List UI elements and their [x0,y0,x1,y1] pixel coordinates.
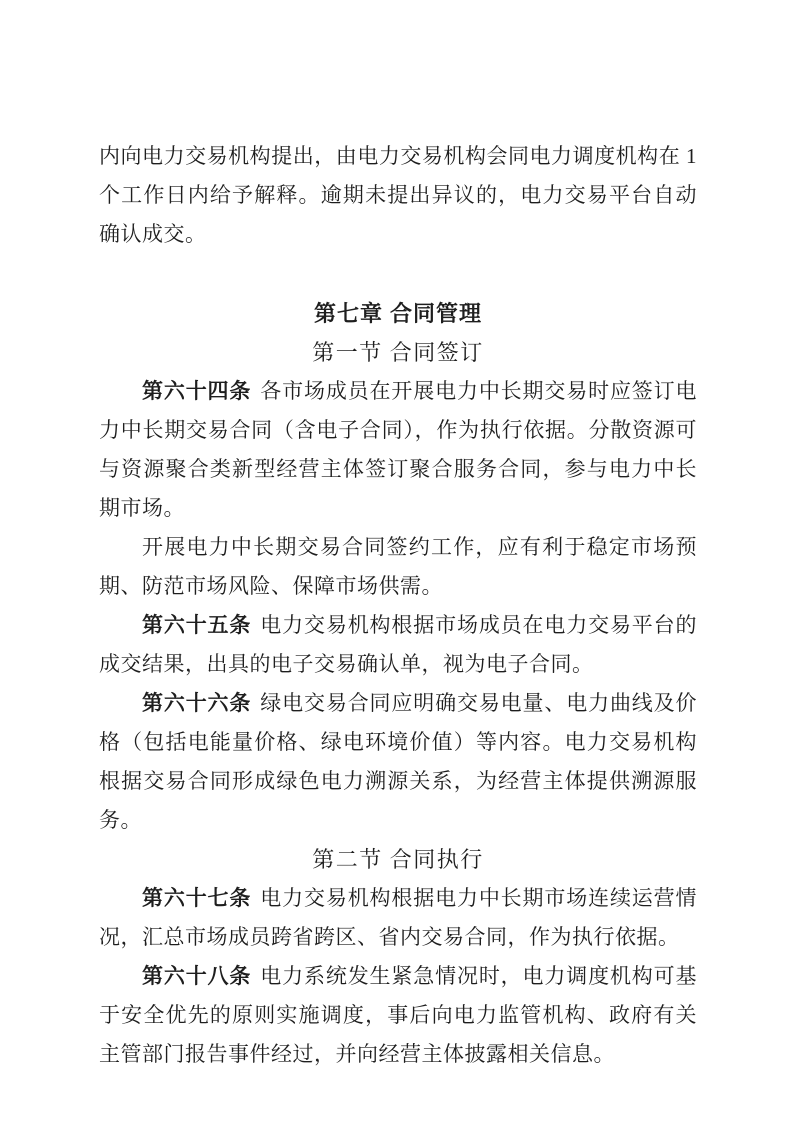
article-65-text: 电力交易机构根据市场成员在电力交易平台的成交结果，出具的电子交易确认单，视为电子合同。 [99,613,698,676]
article-68-text: 电力系统发生紧急情况时，电力调度机构可基于安全优先的原则实施调度，事后向电力监管机构、政府有关主管部门报告事件经过，并向经营主体披露相关信息。 [99,964,698,1066]
article-64-paragraph [99,372,697,528]
article-68-number: 第六十八条 [142,964,252,988]
section-1-heading: 第一节 合同签订 [312,340,484,365]
signing-principles-paragraph: 开展电力中长期交易合同签约工作，应有利于稳定市场预期、防范市场风险、保障市场供需。 [99,535,697,598]
article-65-paragraph [99,606,697,684]
continuation-paragraph: 内向电力交易机构提出，由电力交易机构会同电力调度机构在 1 个工作日内给予解释。逾期未提出异议的，电力交易平台自动确认成交。 [99,144,697,246]
article-67-number: 第六十七条 [142,886,252,910]
article-66-number: 第六十六条 [142,691,252,715]
article-67-paragraph [99,879,697,957]
section-2-heading: 第二节 合同执行 [312,847,484,872]
article-66-paragraph [99,684,697,840]
article-64-number: 第六十四条 [142,379,252,403]
article-66-text: 绿电交易合同应明确交易电量、电力曲线及价格（包括电能量价格、绿电环境价值）等内容。电力交易机构根据交易合同形成绿色电力溯源关系，为经营主体提供溯源服务。 [99,691,698,832]
chapter-heading: 第七章 合同管理 [313,301,483,326]
article-67-text: 电力交易机构根据电力中长期市场连续运营情况，汇总市场成员跨省跨区、省内交易合同，作为执行依据。 [99,886,698,949]
article-64-text: 各市场成员在开展电力中长期交易时应签订电力中长期交易合同（含电子合同），作为执行依据。分散资源可与资源聚合类新型经营主体签订聚合服务合同，参与电力中长期市场。 [99,379,698,520]
article-68-paragraph [99,957,697,1074]
article-65-number: 第六十五条 [142,613,252,637]
